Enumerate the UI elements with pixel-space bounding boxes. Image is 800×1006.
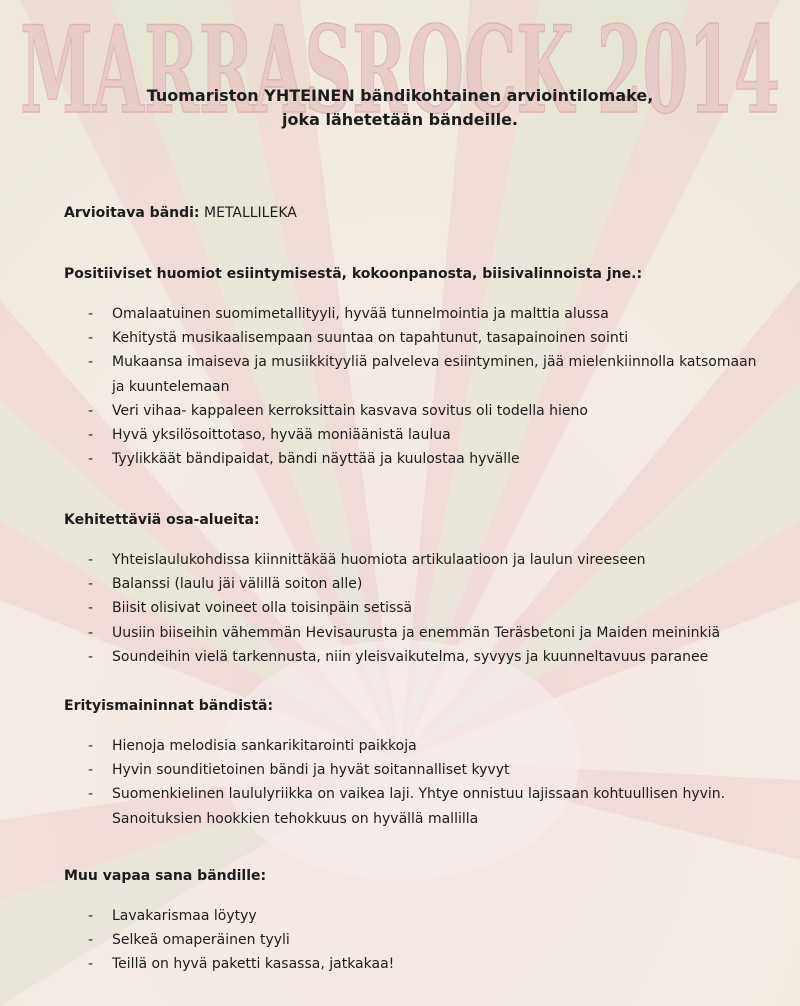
band-field [64, 205, 297, 221]
list-item: - Biisit olisivat voineet olla toisinpäin setissä [64, 596, 764, 620]
list-item: - Tyylikkäät bändipaidat, bändi näyttää ja kuulostaa hyvälle [64, 447, 764, 471]
list-item: - Hyvä yksilösoittotaso, hyvää moniäänistä laulua [64, 423, 764, 447]
band-label: Arvioitava bändi: [64, 205, 200, 221]
band-value: METALLILEKA [203, 205, 297, 221]
list-item: - Balanssi (laulu jäi välillä soiton alle) [64, 572, 764, 596]
section-heading: Muu vapaa sana bändille: [64, 868, 267, 884]
free-word-list [64, 904, 764, 977]
list-item: - Yhteislaulukohdissa kiinnittäkää huomiota artikulaatioon ja laulun vireeseen [64, 548, 764, 572]
development-areas-section [64, 510, 764, 669]
free-word-section [64, 866, 764, 977]
development-areas-list [64, 548, 764, 669]
form-title [120, 84, 680, 132]
list-item: - Mukaansa imaiseva ja musiikkityyliä palveleva esiintyminen, jää mielenkiinnolla katsomaan ja kuuntelemaan [64, 350, 764, 398]
list-item: - Kehitystä musikaalisempaan suuntaa on tapahtunut, tasapainoinen sointi [64, 326, 764, 350]
list-item: - Veri vihaa- kappaleen kerroksittain kasvava sovitus oli todella hieno [64, 399, 764, 423]
section-heading: Erityismaininnat bändistä: [64, 698, 274, 714]
list-item: - Teillä on hyvä paketti kasassa, jatkakaa! [64, 952, 764, 976]
section-heading: Positiiviset huomiot esiintymisestä, kokoonpanosta, biisivalinnoista jne.: [64, 266, 643, 282]
list-item: - Lavakarismaa löytyy [64, 904, 764, 928]
section-heading: Kehitettäviä osa-alueita: [64, 512, 260, 528]
form-title-line-2: joka lähetetään bändeille. [281, 110, 519, 129]
watermark-text: MARRASROCK 2014 [20, 0, 780, 130]
list-item: - Omalaatuinen suomimetallityyli, hyvää tunnelmointia ja malttia alussa [64, 302, 764, 326]
list-item: - Suomenkielinen laululyriikka on vaikea laji. Yhtye onnistuu lajissaan kohtuullisen hyvin. Sanoituksien hookkien tehokkuus on hyvällä mallilla [64, 782, 764, 830]
special-mentions-section [64, 696, 764, 831]
special-mentions-list [64, 734, 764, 831]
list-item: - Hyvin sounditietoinen bändi ja hyvät soitannalliset kyvyt [64, 758, 764, 782]
list-item: - Uusiin biiseihin vähemmän Hevisaurusta ja enemmän Teräsbetoni ja Maiden meininkiä [64, 621, 764, 645]
positive-notes-list [64, 302, 764, 471]
list-item: - Hienoja melodisia sankarikitarointi paikkoja [64, 734, 764, 758]
list-item: - Selkeä omaperäinen tyyli [64, 928, 764, 952]
form-title-line-1: Tuomariston YHTEINEN bändikohtainen arviointilomake, [146, 86, 654, 105]
positive-notes-section [64, 264, 764, 471]
list-item: - Soundeihin vielä tarkennusta, niin yleisvaikutelma, syvyys ja kuunneltavuus paranee [64, 645, 764, 669]
